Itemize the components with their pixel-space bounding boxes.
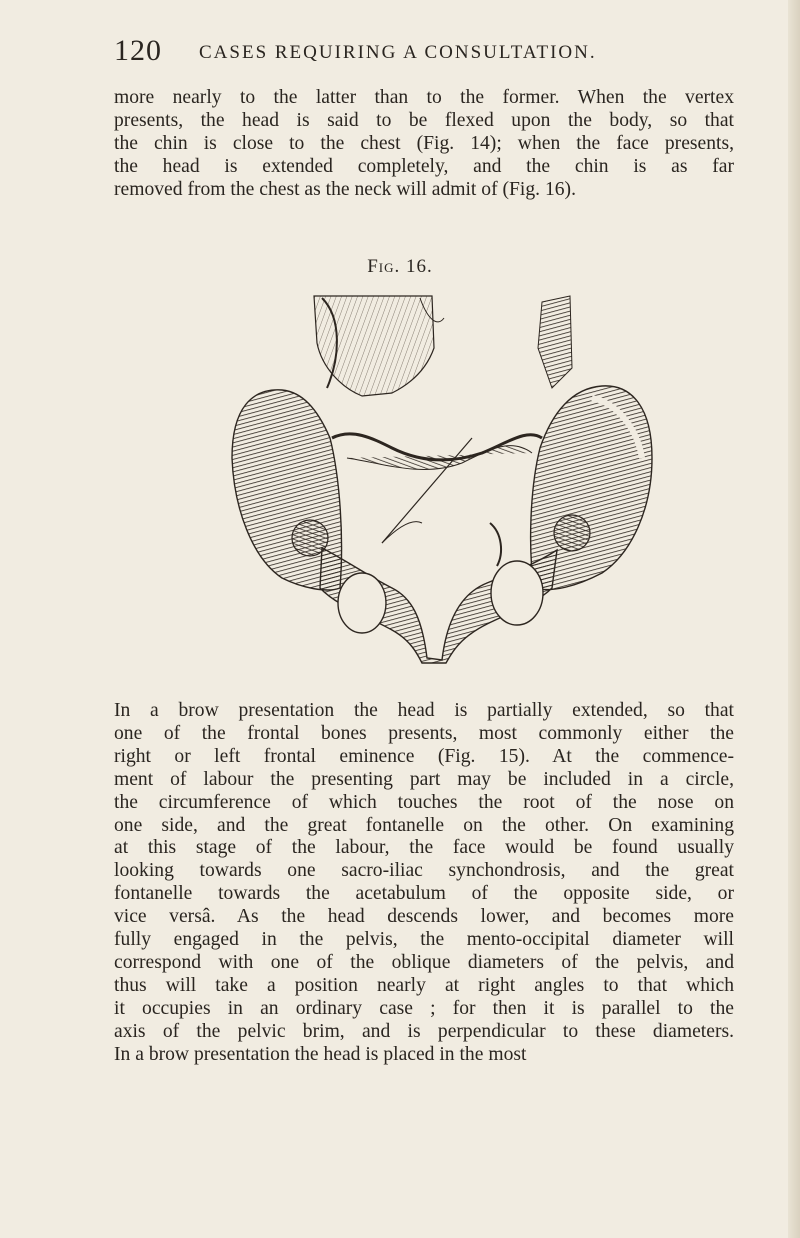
text-line: ment of labour the presenting part may be included in a circle, [114,768,734,790]
page-number: 120 [114,34,162,67]
paragraph-1 [114,87,734,202]
text-line: the circumference of which touches the root of the nose on [114,791,734,813]
pelvis-illustration [222,288,662,668]
text-line: In a brow presentation the head is partially extended, so that [114,700,734,721]
text-line: one of the frontal bones presents, most commonly either the [114,722,734,744]
text-line: presents, the head is said to be flexed upon the body, so that [114,109,734,131]
text-line: right or left frontal eminence (Fig. 15). At the commence- [114,745,734,767]
text-line: it occupies in an ordinary case ; for then it is parallel to the [114,997,734,1019]
text-line: correspond with one of the oblique diameters of the pelvis, and [114,951,734,973]
figure-caption: Fig. 16. [367,256,433,277]
text-line: fully engaged in the pelvis, the mento-occipital diameter will [114,929,734,951]
text-line: the head is extended completely, and the chin is as far [114,155,734,177]
text-line: axis of the pelvic brim, and is perpendicular to these diameters. [114,1020,734,1042]
paragraph-2 [114,700,734,1067]
text-line: one side, and the great fontanelle on the other. On examining [114,814,734,836]
page-header [114,34,734,74]
text-line: the chin is close to the chest (Fig. 14); when the face presents, [114,132,734,154]
running-title: CASES REQUIRING A CONSULTATION. [199,42,597,63]
page-edge-shadow [788,0,800,1238]
text-line: at this stage of the labour, the face would be found usually [114,837,734,859]
text-line: removed from the chest as the neck will admit of (Fig. 16). [114,178,576,200]
text-line: looking towards one sacro-iliac synchondrosis, and the great [114,860,734,882]
text-line: fontanelle towards the acetabulum of the opposite side, or [114,883,734,905]
text-line: vice versâ. As the head descends lower, and becomes more [114,906,734,928]
text-line: In a brow presentation the head is placed in the most [114,1043,527,1065]
text-line: thus will take a position nearly at right angles to that which [114,974,734,996]
text-line: more nearly to the latter than to the former. When the vertex [114,87,734,108]
